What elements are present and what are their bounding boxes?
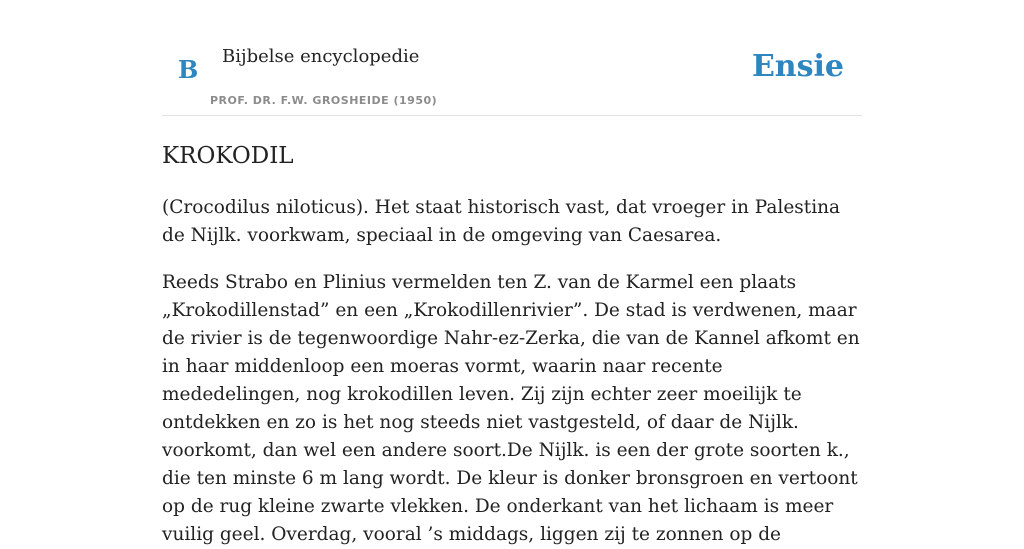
source-header <box>162 0 862 116</box>
source-logo[interactable]: B <box>178 55 199 84</box>
entry-title: KROKODIL <box>162 143 294 169</box>
source-title[interactable]: Bijbelse encyclopedie <box>222 46 420 67</box>
page <box>162 0 862 549</box>
entry-paragraph-1: (Crocodilus niloticus). Het staat historisch vast, dat vroeger in Palestina de Nijlk. voorkwam, speciaal in de omgeving van Caesarea. <box>162 197 841 246</box>
source-author: PROF. DR. F.W. GROSHEIDE (1950) <box>210 94 438 107</box>
brand-logo[interactable]: Ensie <box>751 49 844 84</box>
entry-paragraph-2: Reeds Strabo en Plinius vermelden ten Z. van de Karmel een plaats „Krokodillenstad” en een „Krokodillenrivier”. De stad is verdwenen, maar de rivier is de tegenwoordige Nahr-ez-Zerka, die van de Kannel afkomt en in haar middenloop een moeras vormt, waarin naar recente mededelingen, nog krokodillen leven. Zij zijn echter zeer moeilijk te ontdekken en zo is het nog steeds niet vastgesteld, of daar de Nijlk. voorkomt, dan wel een andere soort.De Nijlk. is een der grote soorten k., die ten minste 6 m lang wordt. De kleur is donker bronsgroen en vertoont op de rug kleine zwarte vlekken. De onderkant van het lichaam is meer vuilig geel. Overdag, vooral ’s middags, liggen zij te zonnen op de <box>162 272 860 545</box>
